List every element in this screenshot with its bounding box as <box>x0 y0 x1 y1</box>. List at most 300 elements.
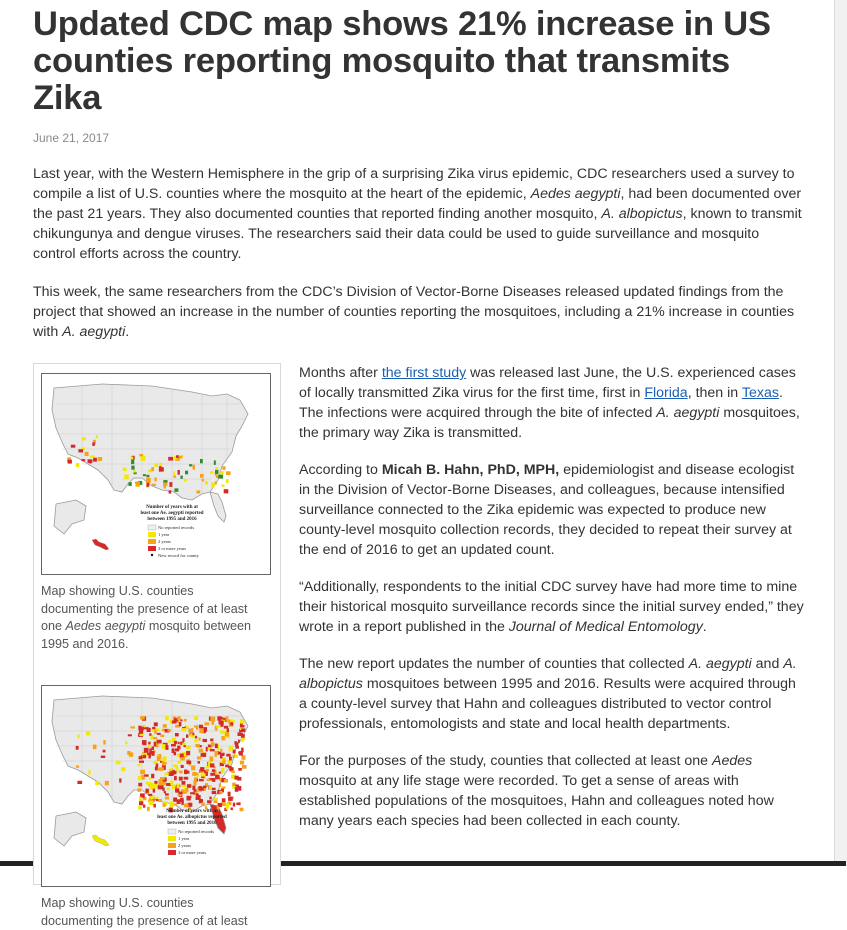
county-marker <box>148 794 152 796</box>
county-marker <box>76 463 80 467</box>
county-marker <box>174 776 177 780</box>
county-marker <box>186 761 191 765</box>
county-marker <box>187 784 191 788</box>
figure-caption-aegypti <box>41 583 266 653</box>
county-marker <box>136 482 140 487</box>
county-marker <box>158 768 161 771</box>
county-marker <box>192 772 196 776</box>
county-marker <box>215 467 218 470</box>
inline-link[interactable]: Texas <box>741 385 779 401</box>
county-marker <box>201 753 206 757</box>
text-run: , known to transmit chikungunya and dengue viruses. The researchers said their data could be used to guide surveillance and mosquito control efforts across the country. <box>33 206 802 262</box>
county-marker <box>128 482 131 486</box>
aegypti-map-image[interactable] <box>41 373 271 575</box>
county-marker <box>184 745 186 747</box>
text-run: For the purposes of the study, counties that collected at least one <box>299 753 712 769</box>
county-marker <box>153 789 155 793</box>
county-marker <box>157 728 159 731</box>
county-marker <box>139 734 144 736</box>
county-marker <box>196 727 198 729</box>
county-marker <box>219 471 224 474</box>
county-marker <box>165 793 169 795</box>
county-marker <box>205 481 208 485</box>
county-marker <box>174 475 176 478</box>
figure-caption-albopictus <box>41 895 266 930</box>
county-marker <box>229 757 232 761</box>
county-marker <box>195 744 199 747</box>
county-marker <box>178 794 182 796</box>
county-marker <box>218 475 223 479</box>
county-marker <box>138 806 142 809</box>
county-marker <box>212 769 216 772</box>
text-run: epidemiologist and disease ecologist in the Division of Vector-Borne Diseases, and colleagues, because intensified surveillance connected to the Zika epidemic was expected to produce new county-level mosquito collection records, they decided to repeat their survey at the end of 2016 to get an updated count. <box>299 462 795 558</box>
county-marker <box>225 732 229 736</box>
county-marker <box>223 759 226 764</box>
county-marker <box>146 789 149 793</box>
county-marker <box>215 744 218 749</box>
county-marker <box>191 765 195 770</box>
county-marker <box>238 768 242 771</box>
text-run: Months after <box>299 365 382 381</box>
county-marker <box>184 719 187 722</box>
county-marker <box>193 465 196 470</box>
text-run: , then in <box>687 385 742 401</box>
county-marker <box>205 722 210 725</box>
county-marker <box>88 770 90 774</box>
county-marker <box>179 777 183 781</box>
county-marker <box>172 785 176 789</box>
county-marker <box>167 788 170 791</box>
county-marker <box>159 467 164 471</box>
county-marker <box>77 781 82 784</box>
county-marker <box>214 798 218 801</box>
county-marker <box>224 489 229 493</box>
county-marker <box>209 797 211 800</box>
county-marker <box>148 754 151 759</box>
county-marker <box>231 720 235 722</box>
county-marker <box>76 766 79 768</box>
text-run: This week, the same researchers from the CDC’s Division of Vector-Borne Diseases released updated findings from the project that showed an increase in the number of counties reporting the mosquitoes, including a 21% increase in counties with <box>33 284 795 340</box>
county-marker <box>131 466 134 470</box>
county-marker <box>139 797 142 802</box>
article-date: June 21, 2017 <box>33 131 110 145</box>
county-marker <box>195 736 197 739</box>
italic-text: Aedes aegypti <box>530 186 621 202</box>
county-marker <box>182 738 184 741</box>
text-run: mosquito at any life stage were recorded. To get a sense of areas with established populations of the mosquitoes, Hahn and colleagues noted how many years each species had been collected in each county. <box>299 773 774 829</box>
county-marker <box>203 739 208 742</box>
county-marker <box>144 774 148 776</box>
county-marker <box>236 803 240 805</box>
county-marker <box>196 491 200 494</box>
county-marker <box>103 740 105 744</box>
county-marker <box>154 730 157 734</box>
county-marker <box>233 803 235 807</box>
legend-title-line: Number of years with at <box>166 809 218 814</box>
county-marker <box>194 739 197 742</box>
county-marker <box>219 791 222 794</box>
county-marker <box>194 716 198 720</box>
county-marker <box>198 761 201 764</box>
legend-title-line: between 1995 and 2016 <box>147 517 197 522</box>
county-marker <box>179 456 182 459</box>
county-marker <box>160 735 164 737</box>
county-marker <box>210 739 213 742</box>
italic-text: Aedes <box>712 753 753 769</box>
county-marker <box>141 727 144 731</box>
county-marker <box>164 773 168 776</box>
county-marker <box>186 726 189 729</box>
county-marker <box>201 774 206 777</box>
county-marker <box>223 718 226 720</box>
county-marker <box>139 801 143 805</box>
county-marker <box>238 732 242 736</box>
county-marker <box>184 770 187 774</box>
county-marker <box>155 477 157 481</box>
county-marker <box>142 740 146 744</box>
county-marker <box>177 799 181 804</box>
figure-albopictus <box>41 685 269 930</box>
article-title: Updated CDC map shows 21% increase in US counties reporting mosquito that transmits Zika <box>33 5 771 117</box>
county-marker <box>95 781 99 785</box>
county-marker <box>165 797 169 800</box>
county-marker <box>215 481 217 484</box>
county-marker <box>154 804 156 808</box>
text-run: was released last June, the U.S. experienced cases of locally transmitted Zika virus for the first time, first in <box>299 365 796 401</box>
inline-link[interactable]: Florida <box>644 385 688 401</box>
county-marker <box>184 479 188 481</box>
county-marker <box>180 719 182 721</box>
county-marker <box>175 748 179 751</box>
county-marker <box>199 749 204 753</box>
county-marker <box>217 716 221 720</box>
county-marker <box>222 753 224 756</box>
legend-title-line: between 1995 and 2016 <box>167 821 217 826</box>
county-marker <box>157 756 161 761</box>
county-marker <box>210 471 213 474</box>
county-marker <box>210 717 215 722</box>
county-marker <box>222 802 226 806</box>
legend-label: 1 year <box>158 532 170 537</box>
text-run: Map showing U.S. counties documenting the presence of at least <box>41 896 248 928</box>
county-marker <box>146 475 149 478</box>
text-run: . <box>702 619 707 635</box>
county-marker <box>157 740 162 744</box>
county-marker <box>180 757 185 760</box>
county-marker <box>143 474 146 476</box>
county-marker <box>184 777 189 780</box>
county-marker <box>176 768 178 773</box>
county-marker <box>169 490 172 493</box>
county-marker <box>221 768 225 773</box>
county-marker <box>77 735 79 739</box>
county-marker <box>174 488 178 491</box>
county-marker <box>137 788 141 792</box>
county-marker <box>222 798 226 802</box>
legend-label: 2 years <box>178 843 191 848</box>
county-marker <box>177 761 181 764</box>
legend-label: 3 or more years <box>178 850 207 855</box>
county-marker <box>162 788 164 792</box>
county-marker <box>206 769 209 772</box>
county-marker <box>156 743 159 747</box>
county-marker <box>241 738 246 740</box>
italic-text: A. aegypti <box>656 405 720 421</box>
county-marker <box>240 808 244 812</box>
county-marker <box>210 763 215 767</box>
county-marker <box>144 727 149 729</box>
county-marker <box>194 777 197 782</box>
county-marker <box>239 751 243 756</box>
county-marker <box>154 742 156 747</box>
italic-text: A. albopictus <box>299 656 797 692</box>
county-marker <box>128 734 132 736</box>
text-run: . <box>125 324 130 340</box>
county-marker <box>181 765 184 768</box>
county-marker <box>196 775 198 778</box>
county-marker <box>175 725 179 728</box>
county-marker <box>163 803 166 807</box>
county-marker <box>212 778 215 782</box>
county-marker <box>153 737 157 739</box>
italic-text: A. albopictus <box>601 206 683 222</box>
county-marker <box>105 781 109 785</box>
county-marker <box>155 767 158 771</box>
county-marker <box>226 803 229 808</box>
text-run: and <box>751 656 784 672</box>
text-run: . The infections were acquired through the bite of infected <box>299 385 783 421</box>
county-marker <box>181 785 186 787</box>
county-marker <box>151 467 154 471</box>
county-marker <box>155 797 158 799</box>
county-marker <box>198 738 200 741</box>
county-marker <box>235 787 239 792</box>
county-marker <box>210 756 214 761</box>
county-marker <box>185 788 188 792</box>
county-marker <box>185 471 188 475</box>
county-marker <box>228 766 232 768</box>
county-marker <box>151 774 154 778</box>
county-marker <box>221 761 223 763</box>
county-marker <box>226 716 229 721</box>
county-marker <box>141 456 146 461</box>
county-marker <box>172 721 177 724</box>
text-run: “Additionally, respondents to the initial CDC survey have had more time to mine their historical mosquito surveillance records since the initial survey ended,” they wrote in a report published in the <box>299 579 804 635</box>
county-marker <box>177 784 180 789</box>
county-marker <box>235 742 238 747</box>
county-marker <box>129 752 133 756</box>
county-marker <box>149 748 152 753</box>
county-marker <box>125 741 127 744</box>
county-marker <box>88 459 93 463</box>
county-marker <box>216 725 221 727</box>
body-paragraph-3 <box>299 577 804 637</box>
county-marker <box>90 456 95 458</box>
county-marker <box>211 483 215 488</box>
county-marker <box>200 459 203 463</box>
county-marker <box>174 741 177 744</box>
county-marker <box>181 800 183 805</box>
county-marker <box>162 744 166 749</box>
county-marker <box>207 800 211 803</box>
county-marker <box>214 460 216 465</box>
county-marker <box>131 459 134 464</box>
county-marker <box>146 482 149 487</box>
county-marker <box>190 792 195 794</box>
albopictus-map-image[interactable] <box>41 685 271 887</box>
county-marker <box>138 764 141 767</box>
county-marker <box>148 745 150 748</box>
county-marker <box>119 778 121 782</box>
county-marker <box>241 734 245 738</box>
county-marker <box>173 798 177 802</box>
county-marker <box>101 756 105 758</box>
county-marker <box>194 725 198 727</box>
county-marker <box>116 761 121 765</box>
county-marker <box>143 755 146 759</box>
county-marker <box>213 800 217 803</box>
county-marker <box>164 791 166 793</box>
county-marker <box>212 721 215 725</box>
county-marker <box>148 742 150 745</box>
county-marker <box>179 771 183 774</box>
county-marker <box>209 785 212 790</box>
county-marker <box>174 752 177 755</box>
county-marker <box>242 765 247 769</box>
county-marker <box>152 747 155 751</box>
county-marker <box>220 755 222 759</box>
county-marker <box>177 716 181 719</box>
county-marker <box>168 457 173 461</box>
county-marker <box>149 801 154 805</box>
intro-paragraph-2 <box>33 282 803 342</box>
county-marker <box>156 799 158 801</box>
county-marker <box>139 761 144 763</box>
county-marker <box>164 486 167 489</box>
article <box>33 0 804 928</box>
text-run: mosquitoes between 1995 and 2016. Results were acquired through a county-level survey that Hahn and colleagues distributed to vector control professionals, entomologists and state and local health departments. <box>299 676 796 732</box>
county-marker <box>197 756 201 759</box>
body-paragraph-4 <box>299 654 804 734</box>
body-paragraph-2 <box>299 460 804 560</box>
county-marker <box>175 733 179 736</box>
county-marker <box>165 716 169 720</box>
county-marker <box>187 796 191 801</box>
county-marker <box>191 728 193 732</box>
county-marker <box>210 773 215 776</box>
legend-label: No reported records <box>178 829 214 834</box>
county-marker <box>167 729 171 731</box>
county-marker <box>220 749 222 752</box>
county-marker <box>202 802 205 805</box>
italic-text: Journal of Medical Entomology <box>508 619 703 635</box>
county-marker <box>224 726 228 729</box>
text-run: mosquitoes, the primary way Zika is transmitted. <box>299 405 800 441</box>
county-marker <box>221 485 224 487</box>
text-run: According to <box>299 462 382 478</box>
county-marker <box>219 783 221 787</box>
county-marker <box>222 466 225 470</box>
county-marker <box>149 733 151 736</box>
county-marker <box>170 802 174 807</box>
scrollbar[interactable] <box>834 0 847 866</box>
county-marker <box>86 732 90 736</box>
county-marker <box>131 457 134 460</box>
legend-title-line: Number of years with at <box>146 505 198 510</box>
county-marker <box>149 778 151 780</box>
county-marker <box>148 469 152 472</box>
county-marker <box>124 474 129 479</box>
county-marker <box>162 762 165 766</box>
county-marker <box>158 799 162 802</box>
county-marker <box>226 479 229 483</box>
county-marker <box>76 746 79 750</box>
county-marker <box>241 725 245 728</box>
county-marker <box>171 744 176 747</box>
county-marker <box>161 758 164 761</box>
county-marker <box>160 777 165 780</box>
county-marker <box>241 728 245 732</box>
county-marker <box>200 474 204 478</box>
bold-text: Micah B. Hahn, PhD, MPH, <box>381 462 560 478</box>
county-marker <box>92 442 95 446</box>
legend-label: No reported records <box>158 525 194 530</box>
county-marker <box>179 722 182 726</box>
county-marker <box>216 476 218 479</box>
county-marker <box>222 787 226 789</box>
county-marker <box>138 776 141 780</box>
county-marker <box>163 483 167 487</box>
county-marker <box>182 743 186 745</box>
county-marker <box>189 464 192 466</box>
county-marker <box>186 745 190 749</box>
county-marker <box>143 805 145 808</box>
county-marker <box>212 791 216 794</box>
county-marker <box>163 724 167 728</box>
county-marker <box>215 775 220 779</box>
county-marker <box>219 772 221 774</box>
county-marker <box>192 786 195 791</box>
county-marker <box>154 722 158 726</box>
text-run: , had been documented over the past 21 years. They also documented counties that reported finding another mosquito, <box>33 186 802 222</box>
county-marker <box>199 786 202 790</box>
county-marker <box>93 458 97 462</box>
county-marker <box>186 734 188 737</box>
county-marker <box>130 726 135 728</box>
county-marker <box>229 747 231 752</box>
legend-label: 1 year <box>178 836 190 841</box>
county-marker <box>163 480 167 483</box>
italic-text: Aedes aegypti <box>65 619 146 633</box>
county-marker <box>240 761 244 765</box>
county-marker <box>210 749 215 752</box>
county-marker <box>220 730 225 733</box>
county-marker <box>168 740 170 743</box>
text-run: mosquito between 1995 and 2016. <box>41 619 252 651</box>
county-marker <box>145 782 147 784</box>
county-marker <box>139 454 143 456</box>
county-marker <box>123 468 127 471</box>
inline-link[interactable]: the first study <box>381 365 467 381</box>
legend-label: 3 or more years <box>158 546 187 551</box>
county-marker <box>180 476 182 479</box>
county-marker <box>144 748 149 753</box>
county-marker <box>121 767 125 771</box>
county-marker <box>231 808 233 811</box>
county-marker <box>85 452 89 456</box>
county-marker <box>226 754 230 757</box>
figure-sidebar <box>33 363 281 928</box>
